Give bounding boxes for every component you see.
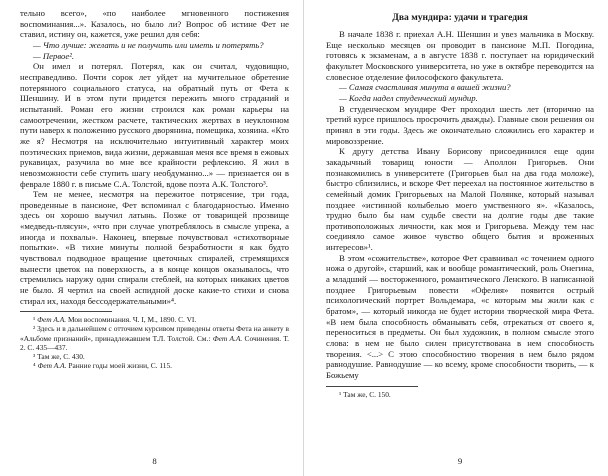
paragraph: — Самая счастливая минута в вашей жизни? xyxy=(339,82,511,93)
paragraph: — Первое². xyxy=(33,50,75,61)
right-footnotes xyxy=(326,390,594,399)
paragraph: Тем не менее, несмотря на пережитое потрясение, три года, проведенные в пансионе, Фет вспоминал с благодарностью. Именно здесь он хорошо выучил латынь. Позже от товарищей прозвище «медведь-плясун», «что при случае употреблялось в смысле упрека, а иногда и похвалы». Наконец, впервые почувствовал «стихотворные попытки». «В тихие минуты полной безработности я как будто чувствовал подводное вращение цветочных спиралей, стремящихся вынести цветок на поверхность, а в конце концов оказывалось, что стремились наружу одни спирали стеблей, на которых никаких цветов не было. Я чертил на своей аспидной доске какие-то стихи и снова стирал их, находя бессодержательными»⁴. xyxy=(20,189,289,306)
left-body-text xyxy=(20,8,289,306)
footnote-author: Фет А.А. xyxy=(37,315,67,325)
paragraph: тельно всего», «по наиболее мгновенного постижения воспоминания...». Казалось, но было ли? Вопрос об истине Фет не ставил, истину он, кажется, уже решил для себя: xyxy=(20,8,289,40)
footnote xyxy=(20,352,289,361)
footnote-rule xyxy=(20,311,112,312)
footnote xyxy=(20,324,289,351)
footnote-mark: ³ xyxy=(33,351,36,361)
paragraph: Он имел и потерял. Потерял, как он считал, чудовищно, несправедливо. Почти сорок лет уйдет на мучительное обретение потерянного социального статуса, на обратный путь от Фета к Шеншину. И в этом пути придется пережить много страданий и испытаний. Роман его жизни строился как роман карьеры на самоотречении, жестком расчете, тактических жертвах в неуклонном пути наверх к положению русского дворянина, помещика, хозяина. «Кто же я? Несмотря на исключительно интуитивный характер моих поэтических приемов, вида жизни, державшая меня все время в ежовых рукавицах, разучила во мне все крайности рефлексию. Я жил в невозможности себе ступить шагу необдуманно...» — признается он в феврале 1880 г. в письме С.А. Толстой, вдове поэта А.К. Толстого³. xyxy=(20,61,289,189)
footnote-mark: ² xyxy=(33,324,36,334)
footnote-text: Там же, С. 430. xyxy=(37,351,85,361)
right-body-text xyxy=(326,29,594,381)
paragraph: — Что лучше: желать и не получить или иметь и потерять? xyxy=(33,39,264,50)
footnote-text: Сочинения. Т. 2. С. 435—437. xyxy=(20,333,289,352)
page-number-right: 9 xyxy=(457,456,463,466)
paragraph: В начале 1838 г. приехал А.Н. Шеншин и увез мальчика в Москву. Еще несколько месяцев он проводит в пансионе М.П. Погодина, готовясь к экзаменам, а в августе 1838 г. поступает на юридический факультет Московского университета, но уже в октябре переводится на словесное отделение философского факультета. xyxy=(326,29,594,82)
right-page xyxy=(304,0,608,476)
footnote xyxy=(20,315,289,324)
paragraph: В этом «сожительстве», которое Фет сравнивал «с точением одного ножа о другой», старший, как и вообще романтический, роль Онегина, а младший — восторженного, романтического Ленского. В написанной позднее Григорьевым повести «Офелия» появится острый психологический портрет Вольдемара, «с которым мы жили как с братом», — который никогда не будет истории творческой мира Фета. «В нем была способность обманывать себя, отрекаться от своего я, переноситься в предметы. Он был художник, в полном смысле этого слова: в нем не было силен присутствована в нем способность творения. <...> С этою способностию творения в нем было рядом равнодушие. Равнодушие — ко всему, кроме способности творить, — к Божьему xyxy=(326,252,594,380)
footnote-text: Ранние годы моей жизни, С. 115. xyxy=(66,360,173,370)
footnote-rule xyxy=(326,386,418,387)
footnote-mark: ¹ xyxy=(339,389,342,399)
footnote-text: Там же, С. 150. xyxy=(343,389,391,399)
footnote-mark: ⁴ xyxy=(33,360,36,370)
footnote xyxy=(20,361,289,370)
paragraph: — Когда надел студенческий мундир. xyxy=(339,92,478,103)
paragraph: В студенческом мундире Фет проходил шесть лет (вторично на третий курсе пришлось просрочить дважды). Главные свои решения он принял в эти годы. Здесь же окончательно сложились его характер и мировоззрение. xyxy=(326,103,594,146)
footnote-author: Фет А.А. xyxy=(212,333,243,343)
chapter-heading: Два мундира: удачи и трагедия xyxy=(392,12,528,23)
footnote-author: Фет А.А. xyxy=(37,360,67,370)
paragraph: К другу детства Ивану Борисову присоединился еще один закадычный товарищ юности — Аполлон Григорьев. Они познакомились в университете (Григорьев был на два года моложе), быстро сблизились, и вскоре Фет переехал на постоянное жительство в семейный домик Григорьевых на Малой Полянке, который называл позднее «истинной колыбелью моего умственного я». «Казалось, трудно было бы нам судьбе свести на долгие годы две такие противоположных личности, как моя и Григорьева. Между тем нас соединяло самое живое чувство общего бытия и вроженных интересов»¹. xyxy=(326,146,594,253)
footnote-mark: ¹ xyxy=(33,315,36,325)
page-number-left: 8 xyxy=(152,456,157,466)
footnote-text: Здесь и в дальнейшем с отточием курсивом приведены ответы Фета на анкету в «Альбоме признаний», принадлежавшем Т.Л. Толстой. См.: xyxy=(20,324,289,343)
footnote xyxy=(326,390,594,399)
left-footnotes xyxy=(20,315,289,370)
footnote-text: Мои воспоминания. Ч. I, М., 1890. C. VI. xyxy=(66,315,197,325)
